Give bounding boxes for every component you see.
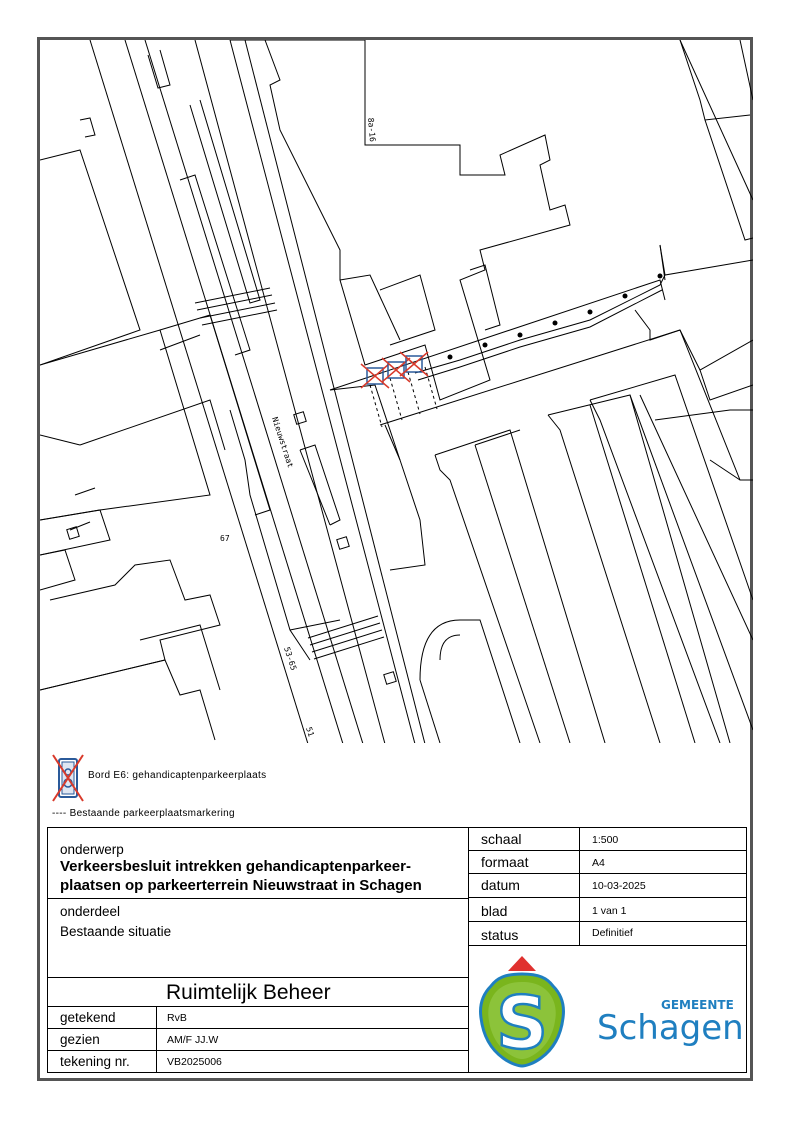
logo-letter: S — [496, 981, 548, 1065]
onderdeel-cell — [47, 898, 469, 978]
schaal-label: schaal — [481, 831, 522, 847]
status-label-cell — [468, 921, 580, 946]
department-name: Ruimtelijk Beheer — [166, 981, 331, 1004]
schaal-value: 1:500 — [592, 834, 619, 846]
blad-value-cell — [579, 897, 747, 922]
label-house-51: 51 — [304, 725, 316, 738]
legend — [52, 754, 452, 824]
formaat-value-cell — [579, 850, 747, 874]
schaal-label-cell — [468, 827, 580, 851]
onderwerp-line1: Verkeersbesluit intrekken gehandicaptenparkeer- — [60, 858, 411, 875]
tekening-label: tekening nr. — [60, 1054, 130, 1069]
datum-label: datum — [481, 877, 520, 893]
logo-badge-icon — [480, 974, 563, 1066]
tekening-value: VB2025006 — [167, 1056, 222, 1068]
blad-label-cell — [468, 897, 580, 922]
gezien-label: gezien — [60, 1032, 100, 1047]
e6-sign-icon — [52, 754, 84, 802]
formaat-value: A4 — [592, 857, 605, 869]
datum-value-cell — [579, 873, 747, 898]
legend-sign-label: Bord E6: gehandicaptenparkeerplaats — [88, 770, 267, 781]
status-value-cell — [579, 921, 747, 946]
formaat-label-cell — [468, 850, 580, 874]
getekend-value-cell — [156, 1006, 469, 1029]
getekend-label: getekend — [60, 1010, 116, 1025]
gezien-value: AM/F JJ.W — [167, 1034, 219, 1046]
schagen-logo — [469, 946, 747, 1073]
tekening-label-cell — [47, 1050, 157, 1073]
logo-word-main: Schagen — [597, 1008, 744, 1048]
blad-label: blad — [481, 903, 508, 919]
datum-label-cell — [468, 873, 580, 898]
schaal-value-cell — [579, 827, 747, 851]
label-house-67: 67 — [220, 534, 230, 543]
gezien-label-cell — [47, 1028, 157, 1051]
gezien-value-cell — [156, 1028, 469, 1051]
getekend-value: RvB — [167, 1012, 187, 1024]
status-value: Definitief — [592, 927, 633, 939]
e6-signs-on-map — [361, 352, 428, 388]
status-label: status — [481, 927, 519, 943]
tekening-value-cell — [156, 1050, 469, 1073]
label-street: Nieuwstraat — [270, 415, 296, 470]
datum-value: 10-03-2025 — [592, 880, 646, 892]
onderwerp-cell — [47, 827, 469, 899]
logo-crown-icon — [508, 956, 536, 971]
crossing-lower — [308, 616, 384, 659]
onderdeel-value: Bestaande situatie — [60, 924, 172, 939]
title-block — [47, 827, 747, 1073]
formaat-label: formaat — [481, 854, 529, 870]
label-house-range-53-65: 53-65 — [282, 645, 299, 672]
getekend-label-cell — [47, 1006, 157, 1029]
onderwerp-label: onderwerp — [60, 842, 124, 857]
site-map — [40, 40, 753, 744]
label-house-range-top: 8a-16 — [366, 117, 378, 143]
map-linework — [40, 40, 753, 744]
onderdeel-label: onderdeel — [60, 904, 121, 919]
blad-value: 1 van 1 — [592, 905, 627, 917]
department-cell — [47, 977, 469, 1007]
onderwerp-line2: plaatsen op parkeerterrein Nieuwstraat in Schagen — [60, 877, 422, 894]
logo-word-top: GEMEENTE — [661, 998, 734, 1012]
legend-marking-label: ---- Bestaande parkeerplaatsmarkering — [52, 808, 235, 819]
